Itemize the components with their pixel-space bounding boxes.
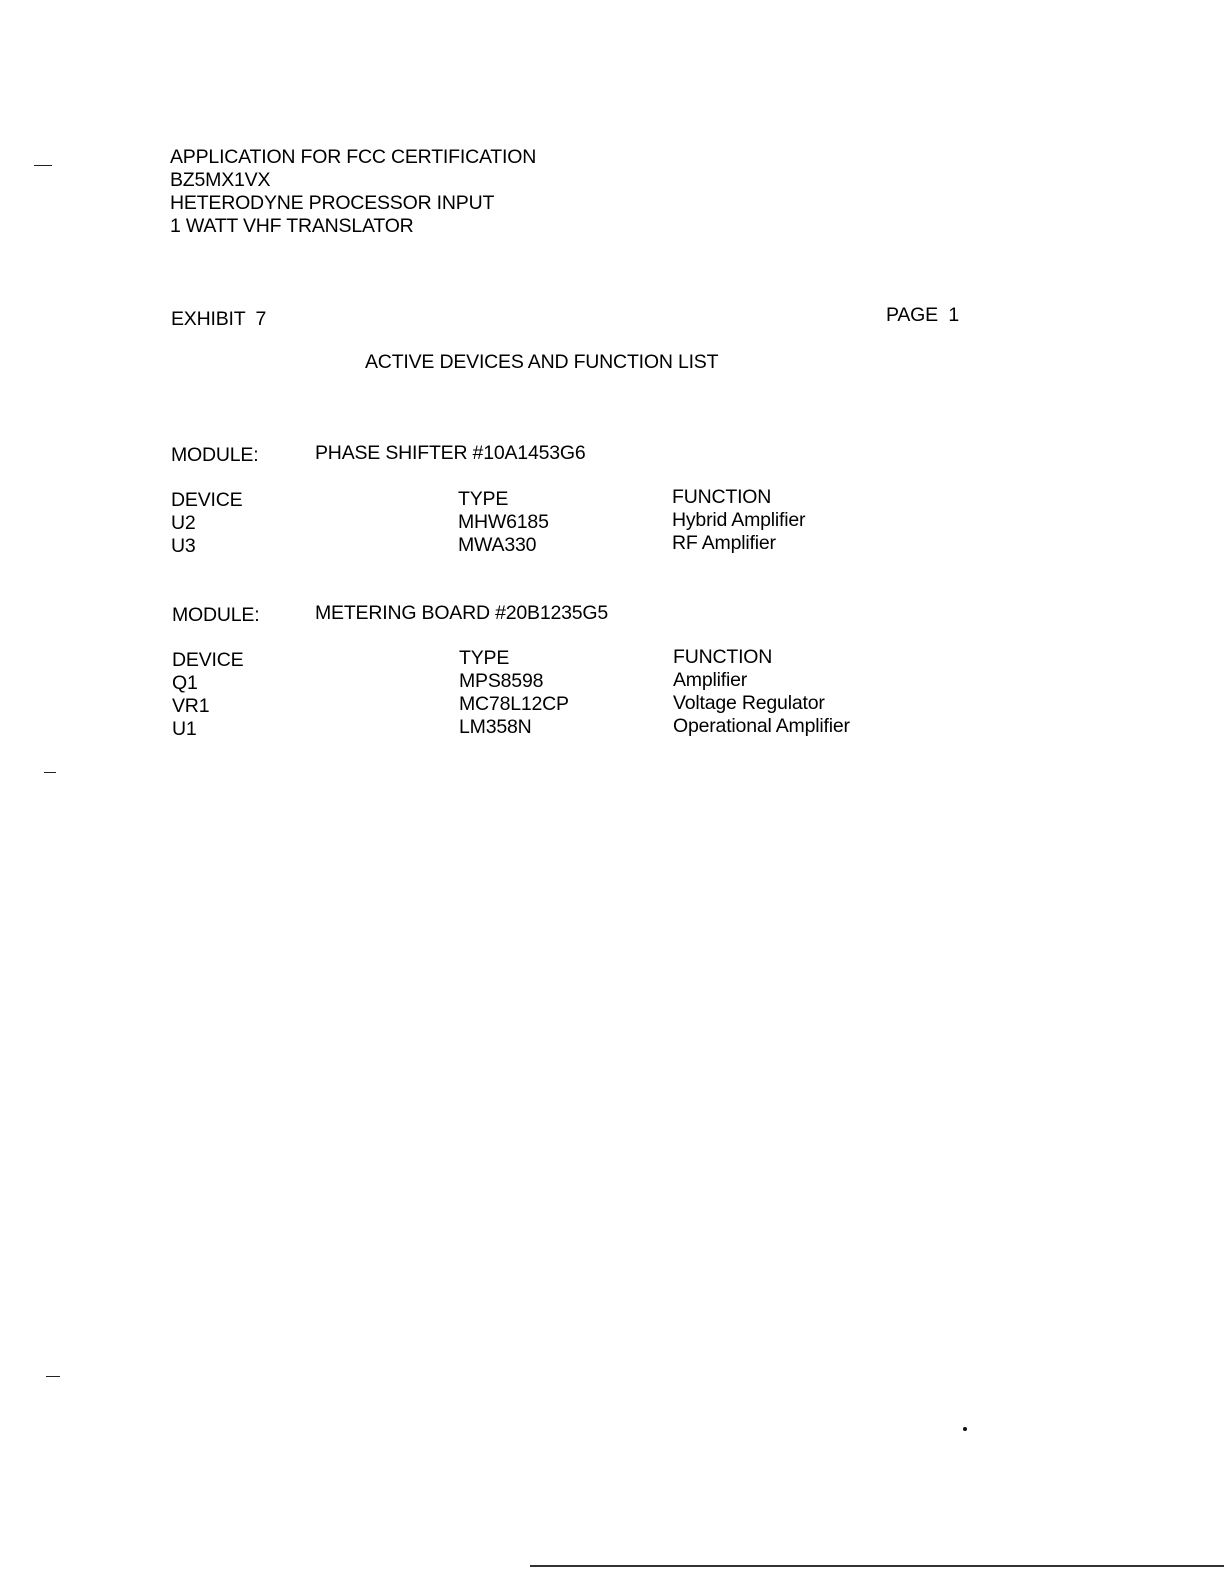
exhibit-label: EXHIBIT 7	[171, 308, 267, 330]
scan-edge-line	[530, 1565, 1224, 1567]
table-cell-device: Q1	[172, 672, 198, 694]
table-cell-type: MC78L12CP	[459, 693, 569, 715]
module-label: MODULE:	[171, 444, 259, 466]
table-cell-device: U2	[171, 512, 196, 534]
scan-mark	[44, 772, 56, 773]
module-name: METERING BOARD #20B1235G5	[315, 602, 609, 624]
table-cell-function: RF Amplifier	[672, 532, 776, 554]
table-cell-device: U3	[171, 535, 196, 557]
header-line: HETERODYNE PROCESSOR INPUT	[170, 192, 495, 214]
table-cell-device: VR1	[172, 695, 210, 717]
table-cell-type: MWA330	[458, 534, 537, 556]
column-header-type: TYPE	[458, 488, 509, 510]
column-header-function: FUNCTION	[672, 486, 772, 508]
table-cell-function: Operational Amplifier	[673, 715, 850, 737]
scan-mark	[46, 1376, 60, 1377]
table-cell-type: LM358N	[459, 716, 532, 738]
header-line: 1 WATT VHF TRANSLATOR	[170, 215, 414, 237]
column-header-device: DEVICE	[171, 489, 243, 511]
header-line: APPLICATION FOR FCC CERTIFICATION	[170, 146, 537, 168]
header-line: BZ5MX1VX	[170, 169, 271, 191]
document-title: ACTIVE DEVICES AND FUNCTION LIST	[365, 351, 719, 373]
table-cell-function: Voltage Regulator	[673, 692, 825, 714]
table-cell-function: Hybrid Amplifier	[672, 509, 806, 531]
table-cell-type: MHW6185	[458, 511, 549, 533]
column-header-device: DEVICE	[172, 649, 244, 671]
table-cell-device: U1	[172, 718, 197, 740]
page-number: PAGE 1	[886, 304, 960, 326]
scan-speck	[963, 1427, 967, 1431]
table-cell-type: MPS8598	[459, 670, 544, 692]
scan-mark	[34, 165, 52, 166]
table-cell-function: Amplifier	[673, 669, 748, 691]
column-header-type: TYPE	[459, 647, 510, 669]
document-header	[170, 146, 536, 238]
column-header-function: FUNCTION	[673, 646, 773, 668]
module-label: MODULE:	[172, 604, 260, 626]
module-name: PHASE SHIFTER #10A1453G6	[315, 442, 586, 464]
